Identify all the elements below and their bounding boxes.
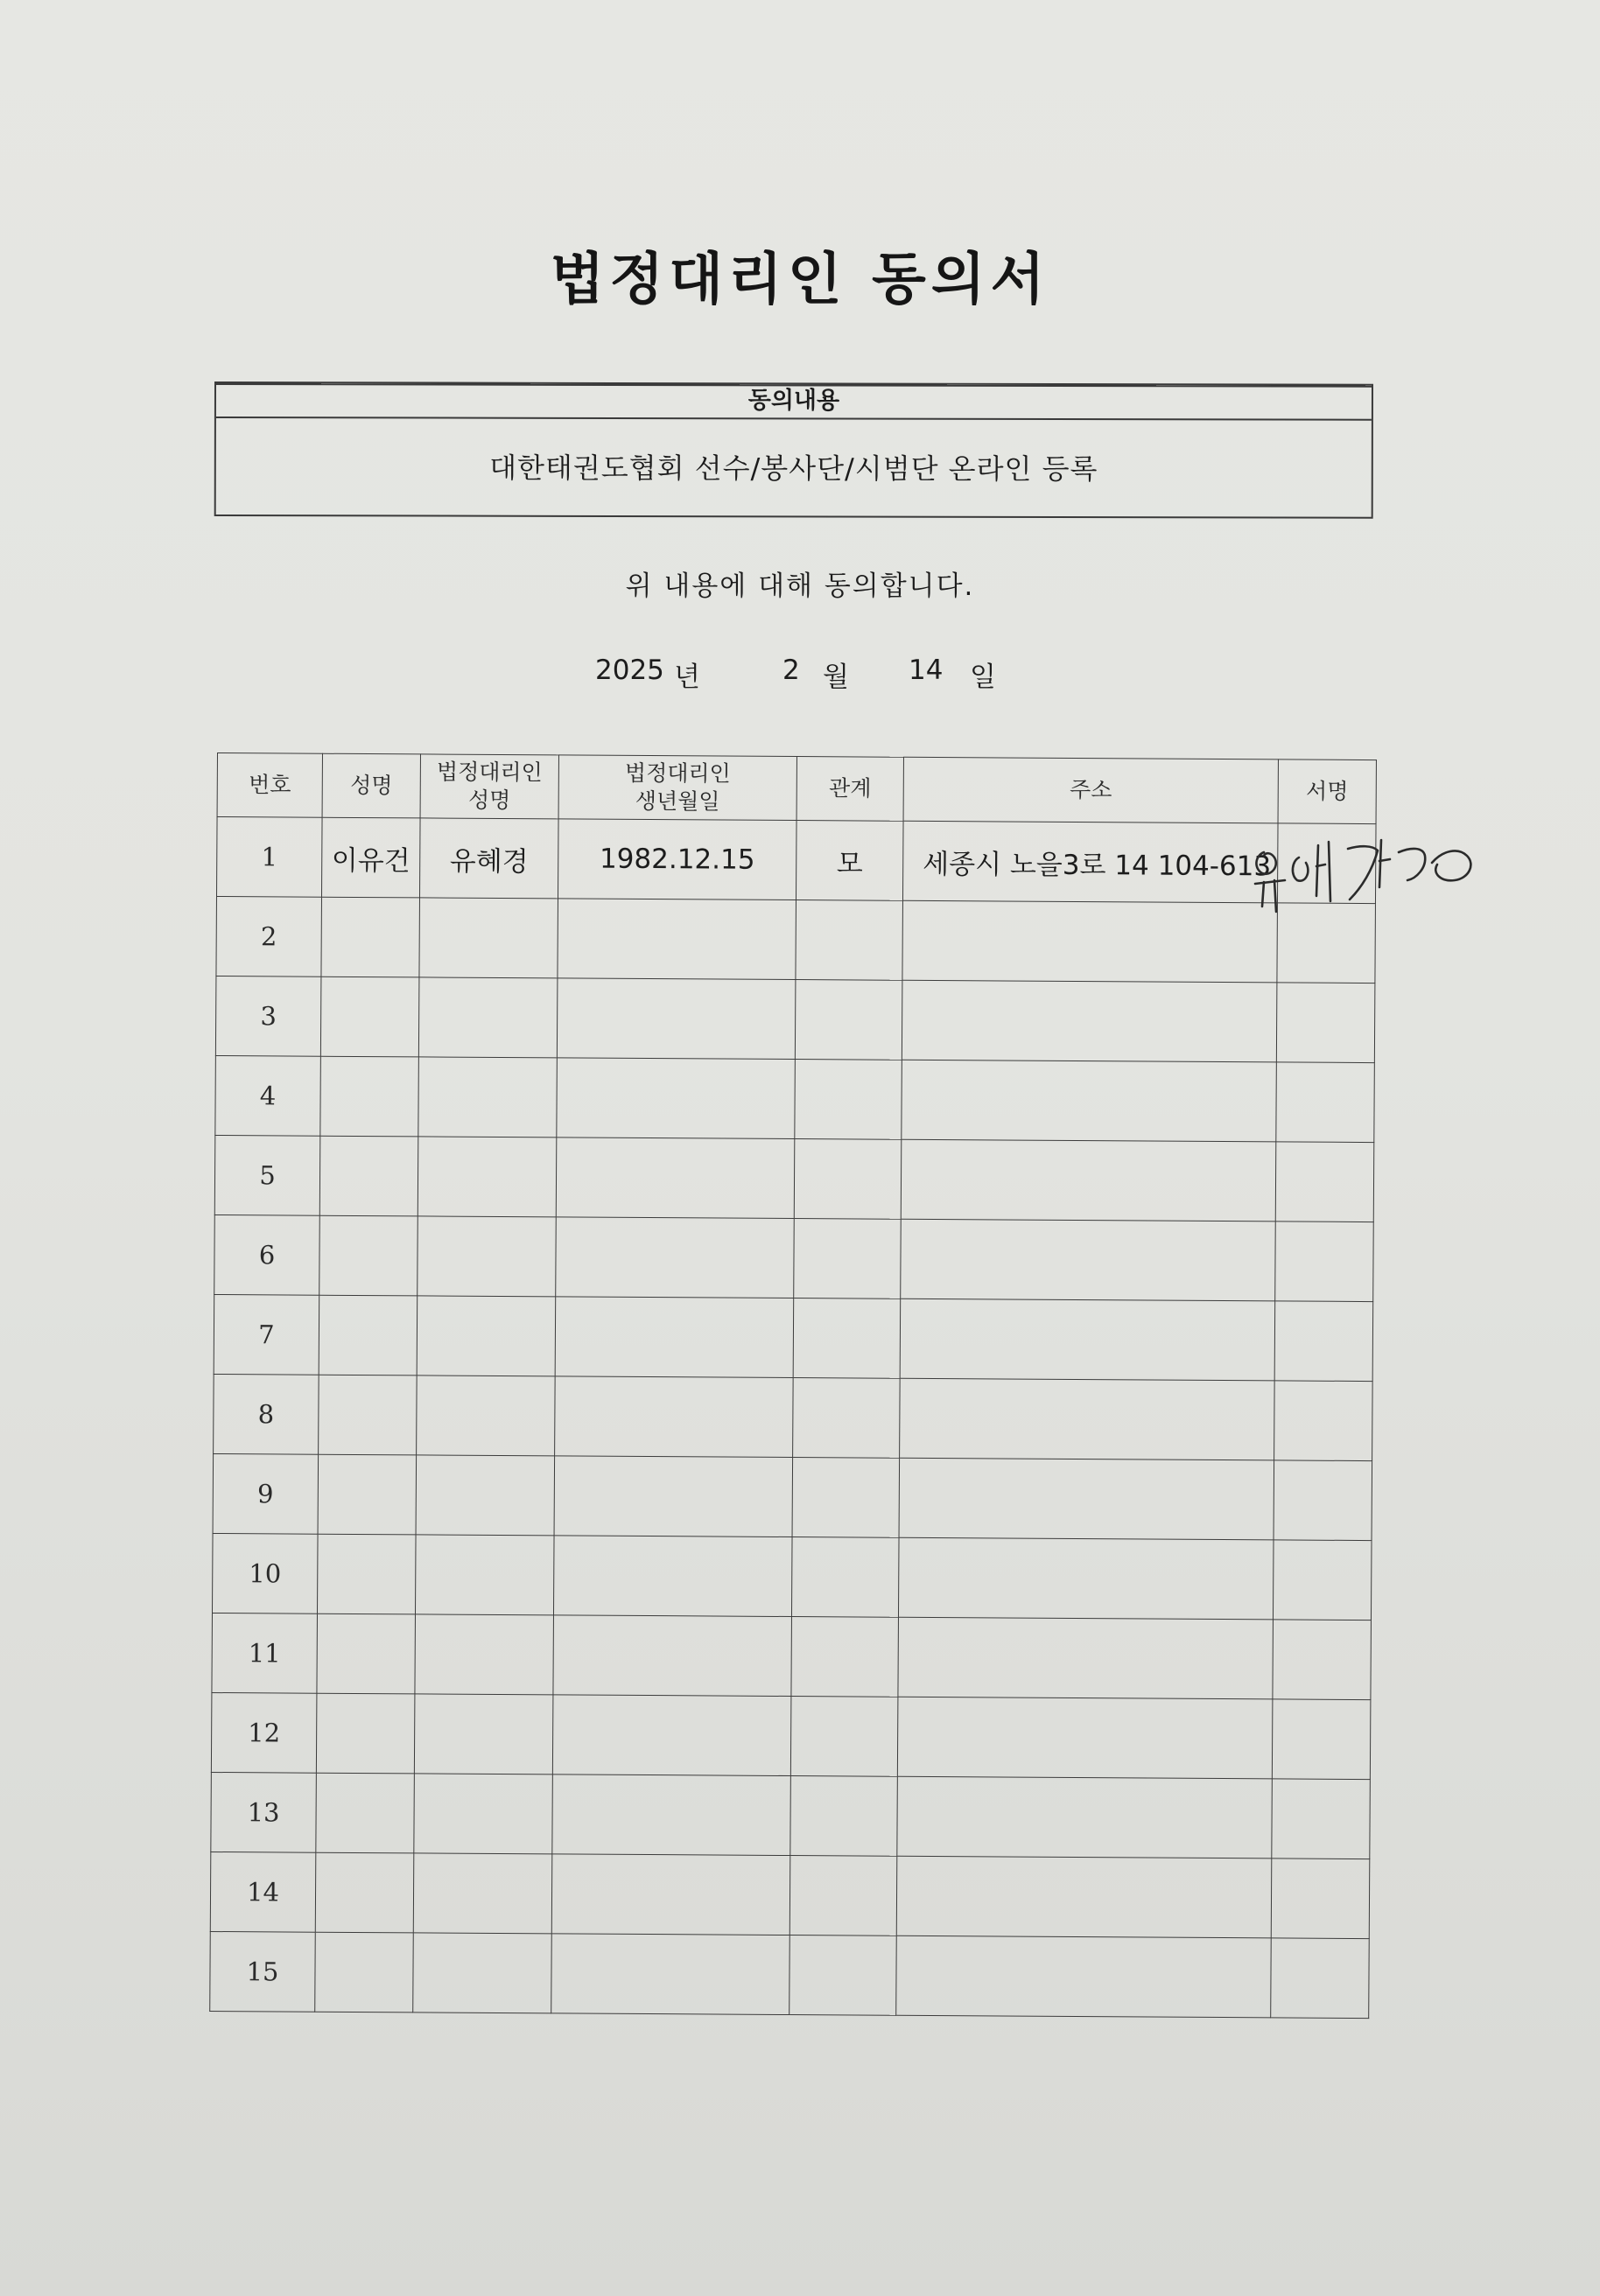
- cell-signature: [1273, 1620, 1372, 1700]
- cell-address: [897, 1697, 1273, 1779]
- cell-no: 4: [215, 1055, 321, 1136]
- cell-address: [896, 1936, 1272, 2018]
- table-row: [213, 1453, 1372, 1540]
- cell-signature: [1274, 1381, 1373, 1461]
- agreement-statement: 위 내용에 대해 동의합니다.: [625, 570, 975, 602]
- cell-guardian-birth: [553, 1536, 792, 1617]
- cell-relation: [790, 1697, 898, 1777]
- cell-no: 5: [214, 1135, 320, 1215]
- cell-address: [902, 900, 1278, 983]
- guardian-table: [209, 752, 1377, 2019]
- cell-relation: [790, 1776, 898, 1857]
- header-no: 번호: [217, 753, 322, 818]
- table-body: [210, 817, 1376, 2019]
- cell-guardian-name: 유혜경: [419, 818, 558, 899]
- cell-guardian-birth: [552, 1695, 791, 1776]
- table-row: [210, 1931, 1370, 2018]
- cell-no: 9: [213, 1453, 319, 1534]
- cell-relation: [793, 1298, 901, 1379]
- cell-no: 3: [215, 976, 321, 1056]
- cell-address: [896, 1856, 1272, 1938]
- cell-guardian-name: [417, 1296, 556, 1376]
- date-year: 2025: [595, 654, 664, 686]
- cell-guardian-name: [418, 1137, 557, 1217]
- cell-address: [902, 980, 1277, 1062]
- date-month: 2: [782, 654, 800, 686]
- cell-name: [319, 1136, 418, 1216]
- cell-no: 11: [212, 1613, 318, 1693]
- cell-name: [320, 1056, 419, 1137]
- cell-guardian-birth: [558, 899, 796, 980]
- cell-address: [901, 1219, 1276, 1301]
- cell-no: 7: [214, 1294, 319, 1375]
- cell-name: [317, 1614, 416, 1694]
- cell-relation: [792, 1458, 900, 1538]
- cell-signature: [1274, 1460, 1372, 1541]
- cell-signature: [1276, 1062, 1375, 1143]
- cell-guardian-name: [414, 1774, 553, 1854]
- cell-name: [320, 976, 419, 1057]
- cell-no: 8: [214, 1374, 319, 1454]
- cell-guardian-name: [416, 1455, 555, 1536]
- cell-guardian-birth: 1982.12.15: [558, 819, 796, 900]
- table-row: [214, 1214, 1374, 1301]
- table-row: [212, 1533, 1372, 1620]
- table-row: [216, 897, 1376, 984]
- cell-signature: [1273, 1540, 1372, 1620]
- document-title: 법정대리인 동의서: [550, 247, 1050, 312]
- cell-signature: [1271, 1858, 1370, 1939]
- header-relation: 관계: [796, 757, 903, 822]
- cell-guardian-name: [419, 898, 558, 978]
- table-row: [211, 1692, 1371, 1779]
- table-row: [214, 1135, 1374, 1222]
- cell-name: [319, 1295, 418, 1376]
- cell-guardian-birth: [555, 1376, 794, 1458]
- cell-address: [900, 1378, 1275, 1460]
- cell-relation: [793, 1378, 901, 1459]
- cell-relation: [794, 1219, 902, 1299]
- cell-relation: [795, 980, 902, 1060]
- table-header-row: [217, 753, 1376, 824]
- consent-text: 대한태권도협회 선수/봉사단/시범단 온라인 등록: [489, 451, 1098, 486]
- cell-name: [319, 1215, 418, 1296]
- cell-signature: [1275, 1142, 1374, 1222]
- header-name: 성명: [322, 753, 420, 818]
- cell-name: [317, 1534, 416, 1614]
- cell-guardian-birth: [557, 978, 796, 1060]
- cell-guardian-name: [418, 1057, 558, 1138]
- cell-guardian-birth: [553, 1615, 792, 1697]
- cell-address: [898, 1617, 1274, 1699]
- cell-signature: [1272, 1779, 1371, 1859]
- cell-no: 15: [210, 1931, 316, 2012]
- table-row: [214, 1294, 1373, 1381]
- cell-name: [319, 1375, 418, 1455]
- cell-relation: [791, 1537, 899, 1618]
- cell-name: [316, 1773, 415, 1853]
- cell-name: [315, 1852, 414, 1933]
- cell-relation: [791, 1617, 899, 1698]
- date-day-unit: 일: [970, 662, 996, 693]
- cell-guardian-birth: [552, 1774, 791, 1856]
- cell-guardian-name: [415, 1535, 554, 1615]
- cell-no: 6: [214, 1214, 320, 1295]
- cell-signature: [1272, 1699, 1371, 1780]
- cell-name: 이유건: [321, 817, 420, 898]
- cell-guardian-name: [418, 1216, 557, 1297]
- cell-guardian-birth: [556, 1138, 795, 1219]
- cell-address: [901, 1139, 1276, 1222]
- table-row: [210, 1852, 1370, 1938]
- table-row: [214, 1374, 1373, 1460]
- cell-guardian-name: [413, 1933, 552, 2013]
- consent-box: [214, 382, 1373, 519]
- cell-guardian-name: [413, 1853, 552, 1934]
- consent-header: 동의내용: [216, 383, 1372, 421]
- cell-signature: [1276, 983, 1375, 1063]
- table-row: [216, 817, 1376, 904]
- cell-guardian-birth: [551, 1934, 790, 2015]
- cell-signature: [1274, 1301, 1373, 1382]
- cell-guardian-birth: [556, 1217, 795, 1298]
- cell-no: 10: [212, 1533, 318, 1614]
- cell-no: 12: [211, 1692, 317, 1773]
- cell-relation: [794, 1139, 902, 1220]
- cell-no: 2: [216, 897, 322, 977]
- cell-name: [321, 897, 420, 977]
- cell-guardian-name: [418, 977, 558, 1058]
- header-guardian-name: 법정대리인 성명: [420, 754, 558, 819]
- cell-address: [900, 1298, 1275, 1381]
- cell-guardian-birth: [557, 1058, 796, 1139]
- cell-address: [897, 1776, 1273, 1858]
- header-signature: 서명: [1278, 760, 1376, 824]
- cell-relation: [795, 1060, 902, 1140]
- cell-guardian-birth: [554, 1456, 793, 1537]
- table-row: [212, 1613, 1372, 1699]
- header-address: 주소: [903, 757, 1278, 823]
- table-row: [215, 976, 1375, 1062]
- header-guardian-birth: 법정대리인 생년월일: [558, 755, 796, 821]
- date-month-unit: 월: [823, 662, 849, 693]
- date-day: 14: [909, 654, 944, 686]
- cell-address: 세종시 노을3로 14 104-613: [902, 821, 1278, 903]
- cell-guardian-name: [417, 1376, 556, 1456]
- cell-guardian-birth: [555, 1297, 794, 1378]
- cell-address: [898, 1537, 1274, 1620]
- table-row: [211, 1772, 1371, 1858]
- cell-address: [902, 1060, 1277, 1142]
- date-year-unit: 년: [674, 662, 700, 693]
- cell-guardian-name: [414, 1694, 553, 1774]
- cell-address: [899, 1458, 1274, 1540]
- cell-name: [315, 1932, 414, 2012]
- cell-relation: [789, 1936, 897, 2016]
- cell-no: 14: [210, 1852, 316, 1932]
- cell-name: [318, 1454, 417, 1535]
- guardian-table-wrapper: [209, 752, 1377, 2019]
- cell-guardian-birth: [551, 1854, 790, 1936]
- cell-guardian-name: [415, 1614, 554, 1695]
- handwritten-signature: [1245, 826, 1490, 931]
- cell-name: [316, 1693, 415, 1774]
- cell-relation: [789, 1856, 897, 1936]
- cell-relation: 모: [796, 821, 903, 901]
- table-row: [215, 1055, 1375, 1142]
- cell-no: 1: [216, 817, 322, 898]
- cell-no: 13: [211, 1772, 317, 1852]
- cell-signature: [1271, 1938, 1370, 2019]
- cell-signature: [1275, 1222, 1374, 1302]
- cell-relation: [796, 900, 903, 981]
